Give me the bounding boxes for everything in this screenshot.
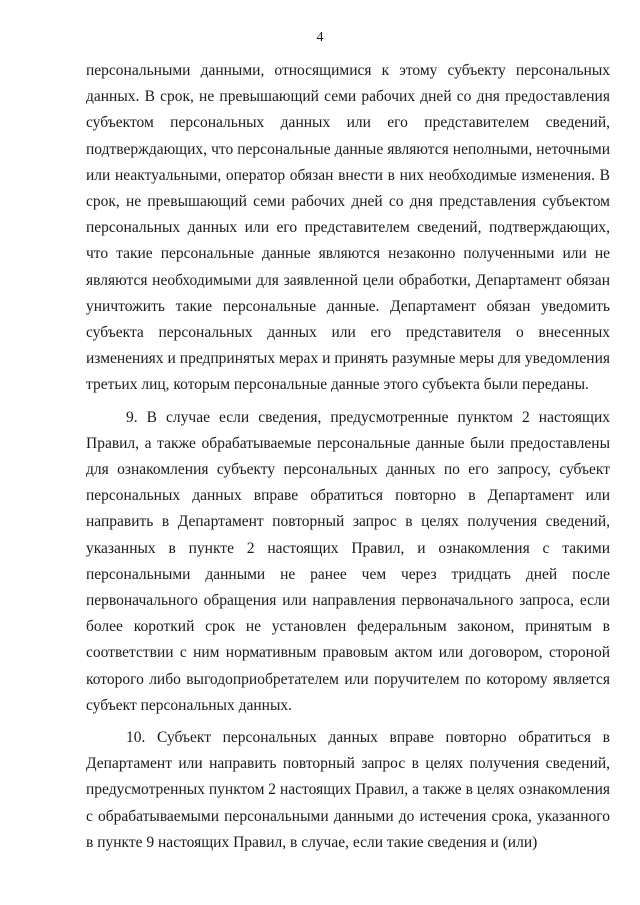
paragraph-clause-9: 9. В случае если сведения, предусмотренные пунктом 2 настоящих Правил, а также обрабатываемые персональные данные были предоставлены для ознакомления субъекту персональных данных по его запросу, субъект персональных данных вправе обратиться повторно в Департамент или направить в Департамент повторный запрос в целях получения сведений, указанных в пункте 2 настоящих Правил, и ознакомления с такими персональными данными не ранее чем через тридцать дней после первоначального обращения или направления первоначального запроса, если более короткий срок не установлен федеральным законом, принятым в соответствии с ним нормативным правовым актом или договором, стороной которого либо выгодоприобретателем или поручителем по которому является субъект персональных данных.	[86, 408, 610, 714]
document-body	[86, 58, 610, 856]
page-number: 4	[316, 30, 324, 45]
paragraph-continuation: персональными данными, относящимися к этому субъекту персональных данных. В срок, не превышающий семи рабочих дней со дня предоставления субъектом персональных данных или его представителем сведений, подтверждающих, что персональные данные являются неполными, неточными или неактуальными, оператор обязан внести в них необходимые изменения. В срок, не превышающий семи рабочих дней со дня представления субъектом персональных данных или его представителем сведений, подтверждающих, что такие персональные данные являются незаконно полученными или не являются необходимыми для заявленной цели обработки, Департамент обязан уничтожить такие персональные данные. Департамент обязан уведомить субъекта персональных данных или его представителя о внесенных изменениях и предпринятых мерах и принять разумные меры для уведомления третьих лиц, которым персональные данные этого субъекта были переданы.	[86, 62, 610, 394]
paragraph-clause-10: 10. Субъект персональных данных вправе повторно обратиться в Департамент или направить повторный запрос в целях получения сведений, предусмотренных пунктом 2 настоящих Правил, а также в целях ознакомления с обрабатываемыми персональными данными до истечения срока, указанного в пункте 9 настоящих Правил, в случае, если такие сведения и (или)	[86, 729, 610, 851]
